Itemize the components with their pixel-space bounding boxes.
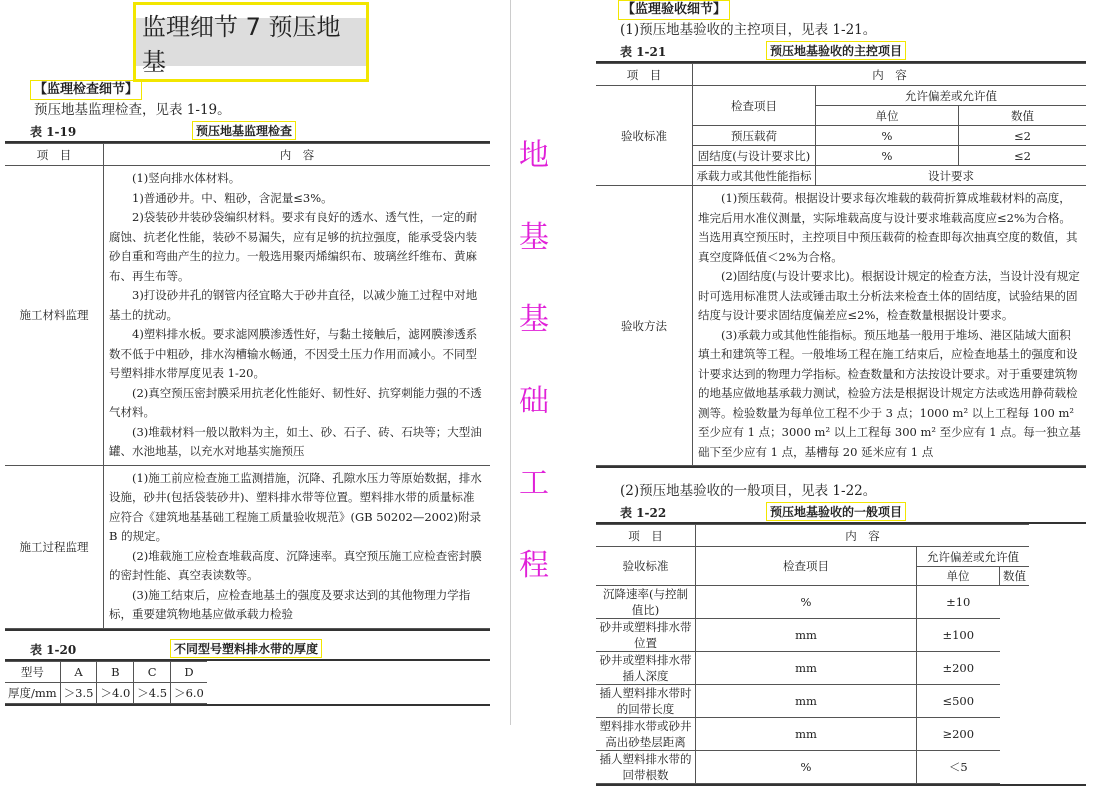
row-label: 验收方法 <box>596 186 693 466</box>
paragraph: (1)预压地基验收的主控项目，见表 1-21。 <box>620 22 877 38</box>
row-label: 验收标准 <box>596 86 693 186</box>
table-number: 表 1-22 <box>620 506 667 520</box>
col-allow: 允许偏差或允许值 <box>816 86 1087 106</box>
table-row <box>596 586 1029 619</box>
cell: 承载力或其他性能指标 <box>693 166 816 186</box>
table-caption: 预压地基验收的主控项目 <box>766 41 906 60</box>
cell: % <box>696 586 917 619</box>
table-caption-line <box>620 502 1086 520</box>
left-page <box>5 0 490 706</box>
paragraph: (2)预压地基验收的一般项目，见表 1-22。 <box>620 483 877 499</box>
table-row <box>596 652 1029 685</box>
watermark <box>517 130 551 584</box>
watermark-char: 基 <box>519 302 549 337</box>
cell: % <box>696 751 917 784</box>
table-row <box>596 718 1029 751</box>
table-row <box>596 751 1029 784</box>
paragraph: (1)竖向排水体材料。 <box>132 171 241 185</box>
table-row <box>596 619 1029 652</box>
col-unit: 单位 <box>917 567 1000 586</box>
cell: 厚度/mm <box>5 682 60 703</box>
table-caption-line <box>30 639 490 657</box>
cell: 插人塑料排水带时的回带长度 <box>596 685 696 718</box>
table-1-21 <box>596 61 1086 468</box>
col-item: 检查项目 <box>696 547 917 586</box>
header-item: 项 目 <box>5 144 104 166</box>
cell: 砂井或塑料排水带位置 <box>596 619 696 652</box>
header-item: 项 目 <box>596 525 696 547</box>
cell: 塑料排水带或砂井高出砂垫层距离 <box>596 718 696 751</box>
table-number: 表 1-20 <box>30 642 77 657</box>
col-unit: 单位 <box>816 106 959 126</box>
row-content <box>104 166 491 466</box>
cell: B <box>97 661 134 682</box>
paragraph: (1)施工前应检查施工监测措施，沉降、孔隙水压力等原始数据，排水设施，砂井(包括袋装砂井)、塑料排水带等位置。塑料排水带的质量标准应符合《建筑地基基础工程施工质量验收规范》(GB 50202—2002)附录 B 的规定。 <box>109 470 482 543</box>
watermark-char: 工 <box>519 466 549 501</box>
section-heading: 【监理验收细节】 <box>618 0 1086 20</box>
table-number: 表 1-19 <box>30 125 77 139</box>
paragraph: (3)施工结束后，应检查地基土的强度及要求达到的其他物理力学指标，重要建筑物地基应做承载力检验 <box>109 587 471 621</box>
paragraph: (2)堆载施工应检查堆载高度、沉降速率。真空预压施工应检查密封膜的密封性能、真空表读数等。 <box>109 548 482 582</box>
cell: D <box>171 661 207 682</box>
paragraph: (1)预压载荷。根据设计要求每次堆载的载荷折算成堆载材料的高度，堆完后用水准仪测量，实际堆载高度与设计要求堆载高度应≤2%为合格。当选用真空预压时，主控项目中预压载荷的检查即每次抽真空度的数值，其真空度降低值＜2%为合格。 <box>698 191 1078 264</box>
header-content: 内 容 <box>693 64 1087 86</box>
row-label: 施工材料监理 <box>5 166 104 466</box>
paragraph: 1)普通砂井。中、粗砂，含泥量≤3%。 <box>132 190 333 205</box>
table-caption-line <box>620 41 1086 59</box>
cell: ＜5 <box>917 751 1000 784</box>
table-number: 表 1-21 <box>620 45 667 59</box>
cell: ±10 <box>917 586 1000 619</box>
cell: 预压载荷 <box>693 126 816 146</box>
cell: ±200 <box>917 652 1000 685</box>
watermark-char: 程 <box>519 548 549 583</box>
cell: 固结度(与设计要求比) <box>693 146 816 166</box>
watermark-char: 地 <box>519 138 549 173</box>
cell: ≤500 <box>917 685 1000 718</box>
cell: mm <box>696 652 917 685</box>
intro-text: 预压地基监理检查，见表 1-19。 <box>34 102 231 118</box>
cell: % <box>816 126 959 146</box>
cell: 砂井或塑料排水带插人深度 <box>596 652 696 685</box>
header-content: 内 容 <box>104 144 491 166</box>
col-value: 数值 <box>959 106 1087 126</box>
table-caption: 不同型号塑料排水带的厚度 <box>170 639 322 658</box>
watermark-char: 基 <box>519 220 549 255</box>
cell: 设计要求 <box>816 166 1087 186</box>
cell: C <box>134 661 171 682</box>
table-1-20 <box>5 659 490 706</box>
cell: ≤2 <box>959 126 1087 146</box>
cell: 插人塑料排水带的回带根数 <box>596 751 696 784</box>
col-value: 数值 <box>1000 567 1030 586</box>
cell: mm <box>696 685 917 718</box>
paragraph: (3)堆载材料一般以散料为主，如土、砂、石子、砖、石块等；大型油罐、水池地基，以充水对地基实施预压 <box>109 424 482 458</box>
paragraph: (2)真空预压密封膜采用抗老化性能好、韧性好、抗穿刺能力强的不透气材料。 <box>109 385 482 419</box>
paragraph: 2)袋装砂井装砂袋编织材料。要求有良好的透水、透气性，一定的耐腐蚀、抗老化性能，装砂不易漏失，应有足够的抗拉强度，能承受袋内装砂自重和弯曲产生的拉力。一般选用聚丙烯编织布、玻璃丝纤维布、黄麻布、再生布等。 <box>109 210 478 283</box>
paragraph: (2)固结度(与设计要求比)。根据设计规定的检查方法，当设计没有规定时可选用标准贯人法或锤击取土分析法来检查土体的固结度，试验结果的固结度与设计要求固结度偏差应≤2%，检查数量根据设计要求。 <box>698 269 1080 322</box>
cell: mm <box>696 718 917 751</box>
cell: A <box>60 661 97 682</box>
row-content <box>104 465 491 628</box>
cell: ＞3.5 <box>60 682 97 703</box>
row-label: 施工过程监理 <box>5 465 104 628</box>
col-item: 检查项目 <box>693 86 816 126</box>
table-caption: 预压地基验收的一般项目 <box>766 502 906 521</box>
cell: mm <box>696 619 917 652</box>
cell: 沉降速率(与控制值比) <box>596 586 696 619</box>
page-divider <box>510 0 511 725</box>
table-row <box>596 685 1029 718</box>
paragraph: 4)塑料排水板。要求滤网膜渗透性好，与黏土接触后，滤网膜渗透系数不低于中粗砂，排水沟槽输水畅通，不因受土压力作用而减小。不同型号塑料排水带厚度见表 1-20。 <box>109 327 478 380</box>
paragraph: 3)打设砂井孔的钢管内径宜略大于砂井直径，以减少施工过程中对地基土的扰动。 <box>109 288 478 322</box>
col-allow: 允许偏差或允许值 <box>917 547 1030 567</box>
section-heading: 【监理检查细节】 <box>30 80 490 100</box>
table-1-19 <box>5 141 490 631</box>
cell: ＞4.5 <box>134 682 171 703</box>
chapter-title: 监理细节 7 预压地基 <box>133 18 369 66</box>
paragraph: (3)承载力或其他性能指标。预压地基一般用于堆场、港区陆域大面积填土和建筑等工程。一般堆场工程在施工结束后，应检查地基土的强度和设计要求达到的物理力学指标。检查数量和方法按设计要求。对于重要建筑物的地基应做地基承载力测试，检验方法是根据设计规定方法或选用静荷载检测等。检验数量为每单位工程不少于 3 点；1000 m² 以上工程每 100 m² 至少应有 1 点；3000 m² 以上工程每 300 m² 至少应有 1 点。每一独立基础下至少应有 1 点，基槽每 20 延米应有 1 点 <box>698 327 1081 459</box>
header-content: 内 容 <box>696 525 1030 547</box>
cell: ＞6.0 <box>171 682 207 703</box>
cell: ≤2 <box>959 146 1087 166</box>
row-content <box>693 186 1087 466</box>
table-caption: 预压地基监理检查 <box>192 121 296 140</box>
row-label: 验收标准 <box>596 547 696 586</box>
header-item: 项 目 <box>596 64 693 86</box>
watermark-char: 础 <box>519 384 549 419</box>
cell: 型号 <box>5 661 60 682</box>
cell: ≥200 <box>917 718 1000 751</box>
cell: ＞4.0 <box>97 682 134 703</box>
cell: ±100 <box>917 619 1000 652</box>
cell: % <box>816 146 959 166</box>
table-1-22 <box>596 522 1086 786</box>
right-page <box>596 0 1086 786</box>
table-caption-line <box>30 121 490 139</box>
